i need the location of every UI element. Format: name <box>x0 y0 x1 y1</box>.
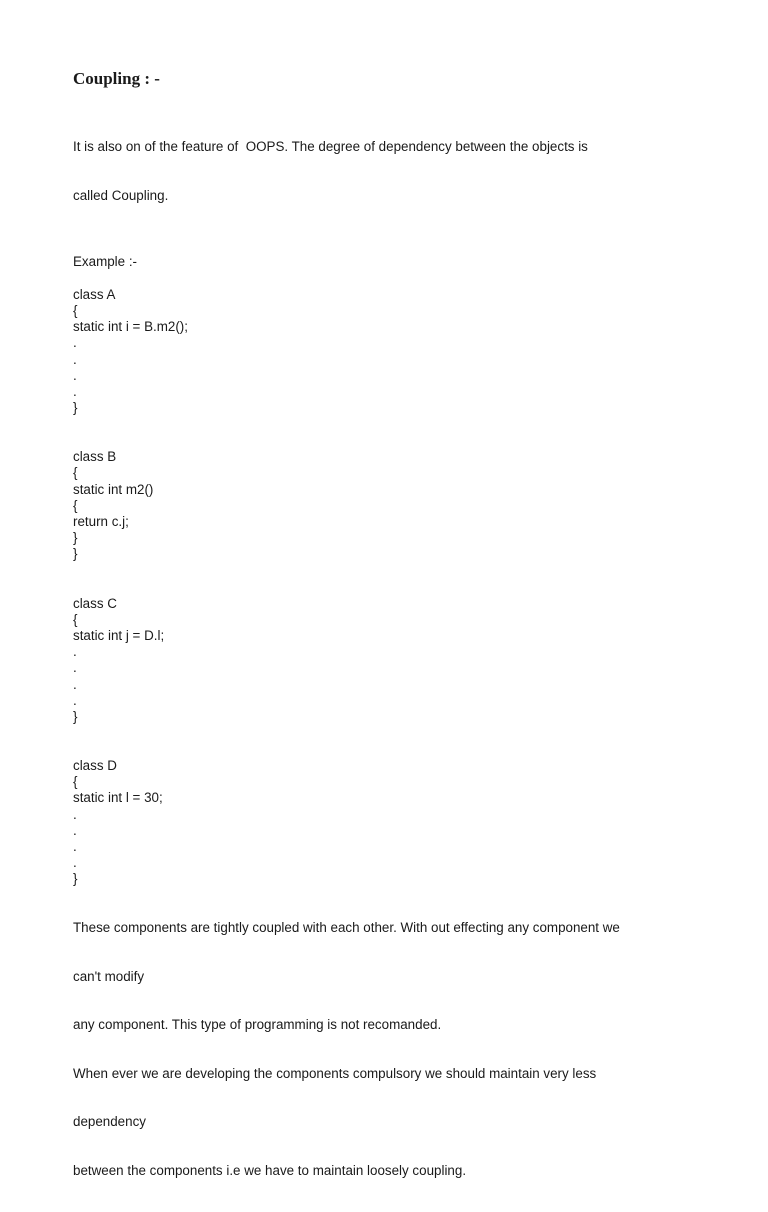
code-block-class-a <box>73 287 693 417</box>
code-line: return c.j; <box>73 514 129 530</box>
code-line: static int j = D.l; <box>73 627 165 643</box>
intro-line: called Coupling. <box>73 188 169 203</box>
code-line: { <box>73 497 78 513</box>
intro-paragraph <box>73 107 693 237</box>
code-line: . <box>73 806 77 822</box>
code-line: { <box>73 465 78 481</box>
code-line: . <box>73 692 77 708</box>
code-block-class-b <box>73 449 693 562</box>
code-line: class A <box>73 286 116 302</box>
code-line: . <box>73 822 77 838</box>
code-block-class-c <box>73 596 693 726</box>
code-line: . <box>73 383 77 399</box>
closing-line: can't modify <box>73 968 145 984</box>
code-line: . <box>73 676 77 692</box>
code-line: { <box>73 774 78 790</box>
code-line: . <box>73 839 77 855</box>
code-line: } <box>73 871 78 887</box>
code-line: class D <box>73 758 117 774</box>
code-line: } <box>73 546 78 562</box>
code-line: } <box>73 400 78 416</box>
code-line: } <box>73 530 78 546</box>
closing-line: When ever we are developing the components compulsory we should maintain very less <box>73 1065 597 1081</box>
page-title: Coupling : - <box>73 69 160 88</box>
closing-line: dependency <box>73 1114 146 1130</box>
example-label: Example :- <box>73 253 137 269</box>
code-line: . <box>73 335 77 351</box>
code-line: . <box>73 351 77 367</box>
intro-line: It is also on of the feature of OOPS. The degree of dependency between the objects is <box>73 139 588 155</box>
code-line: static int i = B.m2(); <box>73 319 188 335</box>
code-line: class C <box>73 595 117 611</box>
code-line: class B <box>73 449 117 465</box>
code-block-class-d <box>73 758 693 888</box>
closing-line: These components are tightly coupled with each other. With out effecting any component we <box>73 920 620 936</box>
closing-line: any component. This type of programming is not recomanded. <box>73 1017 442 1033</box>
code-line: { <box>73 302 78 318</box>
code-line: { <box>73 611 78 627</box>
code-line: . <box>73 855 77 871</box>
code-line: } <box>73 708 78 724</box>
code-line: . <box>73 644 77 660</box>
code-line: static int l = 30; <box>73 790 163 806</box>
code-line: . <box>73 367 77 383</box>
code-line: static int m2() <box>73 481 154 497</box>
closing-paragraph <box>73 888 693 1212</box>
document-page <box>73 69 693 1212</box>
closing-line: between the components i.e we have to maintain loosely coupling. <box>73 1162 467 1178</box>
code-line: . <box>73 660 77 676</box>
